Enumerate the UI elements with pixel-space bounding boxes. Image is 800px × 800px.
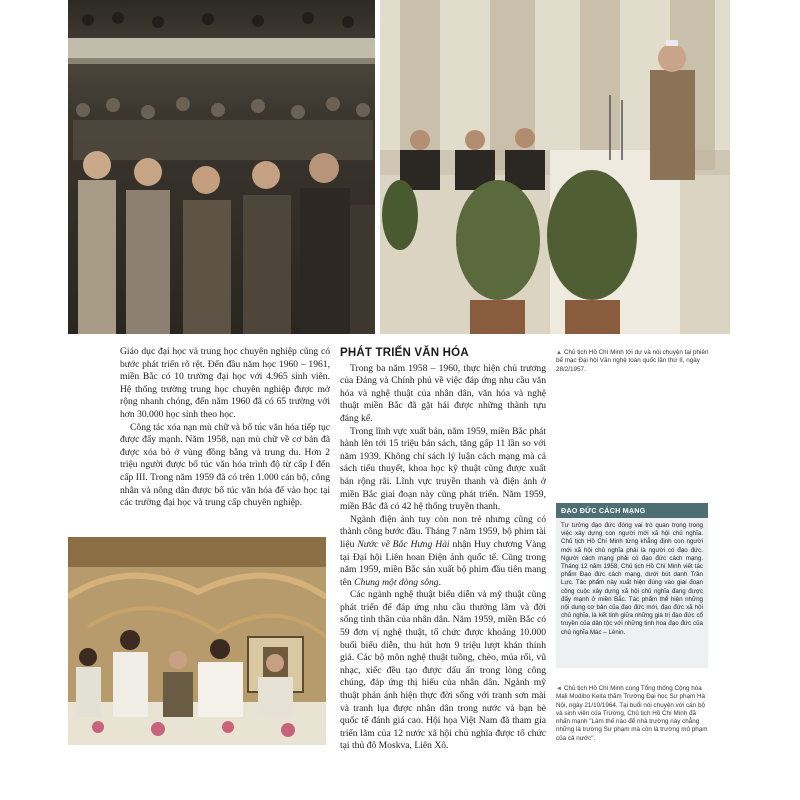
photo-speech-congress	[380, 0, 730, 334]
photo-audience-applauding	[68, 0, 375, 334]
film-title-chung-mot-dong-song: Chung một dòng sông	[354, 576, 439, 588]
paragraph-publishing: Trong lĩnh vực xuất bản, năm 1959, miền Bắc phát hành lên tới 15 triệu bản sách, tăng gấp 11 lần so với năm 1939. Không chỉ sách lý luận cách mạng mà cả sách tiểu thuyết, khoa học kỹ thuật cũng được xuất bản rộng rãi. Lĩnh vực truyền thanh và điện ảnh ở miền Bắc giai đoạn này cũng phát triển. Năm 1959, miền Bắc đã có 42 hệ thống truyền thanh.	[340, 425, 546, 513]
paragraph-higher-education: Giáo dục đại học và trung học chuyên nghiệp cũng có bước phát triển rõ rệt. Đến đầu năm học 1960 – 1961, miền Bắc có 10 trường đại học với 4.965 sinh viên. Hệ thống trường trung học chuyên nghiệp được mở rộng nhanh chóng, đến năm 1960 đã có 65 trường với hơn 30.000 học sinh theo học.	[120, 346, 330, 420]
photo-guests-visit	[68, 537, 326, 745]
cinema-text-c: .	[438, 576, 442, 588]
sidebar-title: ĐẠO ĐỨC CÁCH MẠNG	[556, 503, 708, 518]
cinema-text-b: nhận Huy chương Vàng tại Đại hội Liên hoan Điện ảnh quốc tế. Cũng trong năm 1959, miền Bắc sản xuất bộ phim đầu tiên mang tên	[340, 538, 546, 588]
paragraph-performing-arts: Các ngành nghệ thuật biểu diễn và mỹ thuật cũng phát triển để đáp ứng nhu cầu thưởng lãm và đời sống tinh thần của nhân dân. Năm 1959, miền Bắc có 59 đơn vị nghệ thuật, tổ chức được khoảng 10.000 buổi biểu diễn, thu hút hơn 9 triệu lượt khán thính giả. Các bộ môn nghệ thuật tuồng, chèo, múa rối, vũ nhạc, xiếc đều tạo được dấu ấn trong lòng công chúng, đáp ứng thị hiếu của nhân dân. Ngành mỹ thuật phản ánh hiện thực đời sống với tranh sơn mài và tranh lụa được nhân dân trong nước và bạn bè quốc tế đánh giá cao. Hội họa Việt Nam đã tham gia triển lãm của 12 nước xã hội chủ nghĩa được tổ chức tại thủ đô Moskva, Liên Xô.	[340, 589, 546, 752]
section-heading-culture: PHÁT TRIỂN VĂN HÓA	[340, 347, 469, 359]
left-text-column	[120, 346, 330, 510]
caption-guests-photo	[556, 685, 710, 743]
photo-audience-image	[68, 0, 375, 334]
caption-marker-left: ◄	[556, 686, 562, 692]
caption-speech-photo	[556, 349, 710, 374]
photo-guests-image	[68, 537, 326, 745]
film-title-bac-hung-hai: Nước về Bắc Hưng Hải	[357, 538, 450, 550]
sidebar-revolutionary-ethics	[556, 503, 708, 668]
photo-speech-image	[380, 0, 730, 334]
paragraph-culture-intro: Trong ba năm 1958 – 1960, thực hiện chủ trương của Đảng và Chính phủ về việc đáp ứng nhu cầu văn hóa và nghệ thuật của nhân dân, văn hóa và nghệ thuật miền Bắc đã gặt hái được những thành tựu đáng kể.	[340, 362, 546, 424]
caption-speech-text: Chủ tịch Hồ Chí Minh tới dự và nói chuyện tại phiên bế mạc Đại hội Văn nghệ toàn quốc lần thứ II, ngày 28/2/1957.	[556, 349, 709, 373]
caption-guests-text: Chủ tịch Hồ Chí Minh cùng Tổng thống Cộng hòa Mali Modibo Keita thăm Trường Đại học Sư phạm Hà Nội, ngày 21/10/1964. Tại buổi nói chuyện với cán bộ và sinh viên của Trường, Chủ tịch Hồ Chí Minh đã nhấn mạnh "Làm thế nào để nhà trường này chẳng những là trường Sư phạm mà còn là trường mô phạm của cả nước".	[556, 685, 708, 742]
sidebar-text: Tư tưởng đạo đức đóng vai trò quan trọng trong việc xây dựng con người mới xã hội chủ nghĩa. Chủ tịch Hồ Chí Minh từng khẳng định con người mới xã hội chủ nghĩa phải là người có đạo đức. Người cách mạng phải có đạo đức cách mạng. Tháng 12 năm 1958, Chủ tịch Hồ Chí Minh viết tác phẩm Đạo đức cách mạng, dưới bút danh Trần Lực. Tác phẩm này xuất hiện đúng vào giai đoạn công cuộc xây dựng xã hội chủ nghĩa đang được đẩy mạnh ở miền Bắc. Tác phẩm thể hiện những nội dung cơ bản của đạo đức mới, đạo đức xã hội chủ nghĩa, là kết tinh giữa những giá trị đạo đức cổ truyền của dân tộc với những tinh hoa đạo đức của chủ nghĩa Mác – Lênin.	[561, 522, 703, 636]
paragraph-literacy: Công tác xóa nạn mù chữ và bổ túc văn hóa tiếp tục được đẩy mạnh. Năm 1958, nạn mù chữ về cơ bản đã được xóa bỏ ở vùng đồng bằng và trung du. Hơn 2 triệu người được bổ túc văn hóa trình độ từ cấp I đến cấp III. Trong năm 1959 đã có trên 1.000 cán bộ, công nhân và nông dân được bổ túc văn hóa để vào học tại các trường đại học và trung cấp chuyên nghiệp.	[120, 421, 330, 509]
cinema-text-a: Ngành điện ảnh tuy còn non trẻ nhưng cũng có thành công bước đầu. Tháng 7 năm 1959, bộ phim tài liệu	[340, 513, 546, 550]
middle-text-column	[340, 347, 546, 753]
paragraph-cinema	[340, 514, 546, 590]
caption-marker-up: ▲	[556, 350, 562, 356]
